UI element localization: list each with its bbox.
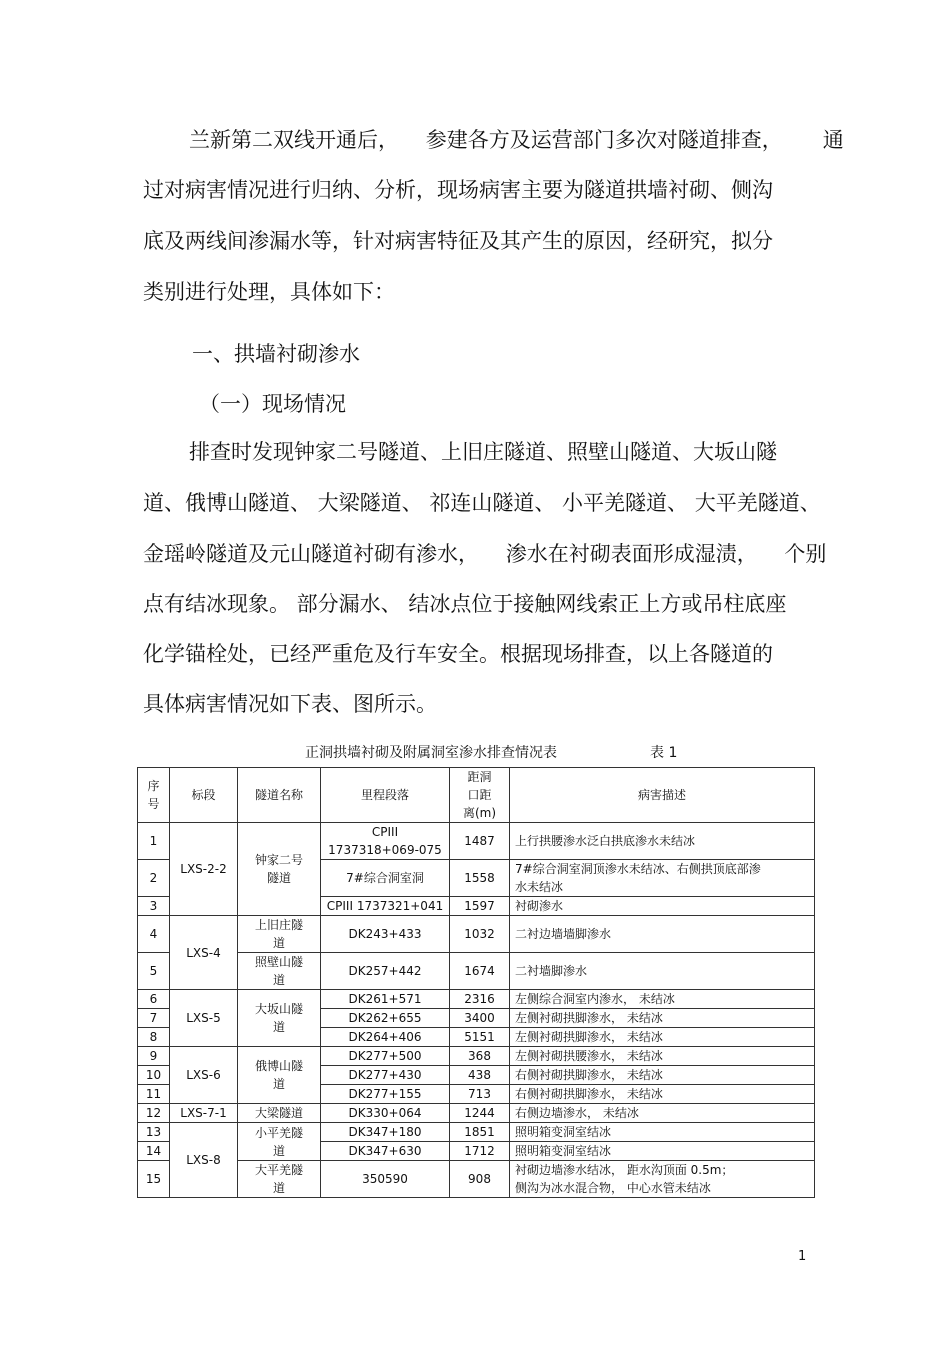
- table-row: [138, 1161, 815, 1198]
- cell-mileage: DK277+155: [321, 1085, 450, 1104]
- table-row: [138, 916, 815, 953]
- cell-distance: 1851: [450, 1123, 510, 1142]
- header-description: 病害描述: [510, 768, 815, 823]
- cell-mileage: DK261+571: [321, 990, 450, 1009]
- cell-distance: 5151: [450, 1028, 510, 1047]
- cell-distance: 368: [450, 1047, 510, 1066]
- cell-description: 右侧衬砌拱脚渗水， 未结冰: [510, 1066, 815, 1085]
- cell-seq: 6: [138, 990, 170, 1009]
- cell-seq: 9: [138, 1047, 170, 1066]
- cell-distance: 438: [450, 1066, 510, 1085]
- cell-seq: 14: [138, 1142, 170, 1161]
- cell-seq: 1: [138, 823, 170, 860]
- cell-distance: 713: [450, 1085, 510, 1104]
- cell-mileage: CPIII 1737318+069-075: [321, 823, 450, 860]
- table-row: [138, 953, 815, 990]
- cell-distance: 2316: [450, 990, 510, 1009]
- header-distance: 距洞 口距 离(m): [450, 768, 510, 823]
- subsection-heading: （一）现场情况: [199, 392, 346, 416]
- cell-section: LXS-8: [170, 1123, 238, 1198]
- cell-section: LXS-6: [170, 1047, 238, 1104]
- cell-description: 7#综合洞室洞顶渗水未结冰、右侧拱顶底部渗 水未结冰: [510, 860, 815, 897]
- cell-distance: 1032: [450, 916, 510, 953]
- cell-description: 照明箱变洞室结冰: [510, 1123, 815, 1142]
- cell-tunnel: 照壁山隧 道: [238, 953, 321, 990]
- cell-description: 右侧衬砌拱脚渗水， 未结冰: [510, 1085, 815, 1104]
- cell-mileage: DK330+064: [321, 1104, 450, 1123]
- table-row: [138, 823, 815, 860]
- cell-mileage: 7#综合洞室洞: [321, 860, 450, 897]
- paragraph-2-line-4: 点有结冰现象。 部分漏水、 结冰点位于接触网线索正上方或吊柱底座: [143, 592, 787, 616]
- paragraph-2-line-6: 具体病害情况如下表、图所示。: [143, 692, 437, 716]
- cell-seq: 7: [138, 1009, 170, 1028]
- cell-seq: 12: [138, 1104, 170, 1123]
- cell-mileage: DK347+180: [321, 1123, 450, 1142]
- cell-description: 左侧衬砌拱脚渗水， 未结冰: [510, 1009, 815, 1028]
- cell-tunnel: 大平羌隧 道: [238, 1161, 321, 1198]
- section-heading: 一、拱墙衬砌渗水: [192, 342, 360, 366]
- cell-tunnel: 上旧庄隧 道: [238, 916, 321, 953]
- cell-distance: 1558: [450, 860, 510, 897]
- cell-mileage: DK243+433: [321, 916, 450, 953]
- header-tunnel: 隧道名称: [238, 768, 321, 823]
- header-section: 标段: [170, 768, 238, 823]
- paragraph-2-line-5: 化学锚栓处，已经严重危及行车安全。根据现场排查，以上各隧道的: [143, 642, 773, 666]
- cell-seq: 4: [138, 916, 170, 953]
- cell-section: LXS-2-2: [170, 823, 238, 916]
- cell-description: 二衬墙脚渗水: [510, 953, 815, 990]
- cell-tunnel: 小平羌隧 道: [238, 1123, 321, 1161]
- cell-distance: 1712: [450, 1142, 510, 1161]
- cell-seq: 10: [138, 1066, 170, 1085]
- cell-seq: 13: [138, 1123, 170, 1142]
- table-row: [138, 1104, 815, 1123]
- cell-tunnel: 大坂山隧 道: [238, 990, 321, 1047]
- cell-seq: 11: [138, 1085, 170, 1104]
- cell-description: 左侧衬砌拱腰渗水， 未结冰: [510, 1047, 815, 1066]
- tunnel-leakage-table: [137, 767, 815, 1198]
- table-row: [138, 1047, 815, 1066]
- cell-description: 照明箱变洞室结冰: [510, 1142, 815, 1161]
- cell-mileage: DK264+406: [321, 1028, 450, 1047]
- cell-seq: 5: [138, 953, 170, 990]
- table-row: [138, 1123, 815, 1142]
- cell-section: LXS-5: [170, 990, 238, 1047]
- paragraph-2-line-2: 道、俄博山隧道、 大梁隧道、 祁连山隧道、 小平羌隧道、 大平羌隧道、: [143, 491, 821, 515]
- table-caption: 正洞拱墙衬砌及附属洞室渗水排查情况表: [305, 745, 557, 761]
- cell-tunnel: 大梁隧道: [238, 1104, 321, 1123]
- cell-mileage: CPIII 1737321+041: [321, 897, 450, 916]
- cell-description: 右侧边墙渗水， 未结冰: [510, 1104, 815, 1123]
- table-label: 表 1: [650, 745, 678, 761]
- cell-seq: 2: [138, 860, 170, 897]
- cell-distance: 3400: [450, 1009, 510, 1028]
- cell-description: 衬砌渗水: [510, 897, 815, 916]
- cell-distance: 1244: [450, 1104, 510, 1123]
- header-seq: 序 号: [138, 768, 170, 823]
- cell-seq: 8: [138, 1028, 170, 1047]
- paragraph-1-line-4: 类别进行处理，具体如下：: [143, 280, 395, 304]
- cell-description: 上行拱腰渗水泛白拱底渗水未结冰: [510, 823, 815, 860]
- paragraph-2-line-1: 排查时发现钟家二号隧道、上旧庄隧道、照壁山隧道、大坂山隧: [189, 440, 777, 464]
- table-header-row: [138, 768, 815, 823]
- cell-section: LXS-7-1: [170, 1104, 238, 1123]
- cell-mileage: 350590: [321, 1161, 450, 1198]
- cell-tunnel: 俄博山隧 道: [238, 1047, 321, 1104]
- cell-description: 左侧衬砌拱脚渗水， 未结冰: [510, 1028, 815, 1047]
- cell-mileage: DK277+430: [321, 1066, 450, 1085]
- cell-description: 衬砌边墙渗水结冰， 距水沟顶面 0.5m； 侧沟为冰水混合物， 中心水管未结冰: [510, 1161, 815, 1198]
- paragraph-1-line-1: 兰新第二双线开通后， 参建各方及运营部门多次对隧道排查， 通: [189, 128, 844, 152]
- cell-description: 二衬边墙墙脚渗水: [510, 916, 815, 953]
- cell-distance: 1487: [450, 823, 510, 860]
- cell-seq: 3: [138, 897, 170, 916]
- cell-seq: 15: [138, 1161, 170, 1198]
- cell-mileage: DK257+442: [321, 953, 450, 990]
- paragraph-2-line-3: 金瑶岭隧道及元山隧道衬砌有渗水， 渗水在衬砌表面形成湿渍， 个别: [143, 542, 827, 566]
- cell-mileage: DK347+630: [321, 1142, 450, 1161]
- paragraph-1-line-3: 底及两线间渗漏水等，针对病害特征及其产生的原因，经研究，拟分: [143, 229, 773, 253]
- page-number: 1: [798, 1249, 807, 1264]
- table-row: [138, 990, 815, 1009]
- cell-mileage: DK277+500: [321, 1047, 450, 1066]
- cell-tunnel: 钟家二号 隧道: [238, 823, 321, 916]
- cell-section: LXS-4: [170, 916, 238, 990]
- header-mileage: 里程段落: [321, 768, 450, 823]
- cell-distance: 908: [450, 1161, 510, 1198]
- cell-description: 左侧综合洞室内渗水， 未结冰: [510, 990, 815, 1009]
- cell-distance: 1597: [450, 897, 510, 916]
- cell-distance: 1674: [450, 953, 510, 990]
- paragraph-1-line-2: 过对病害情况进行归纳、分析，现场病害主要为隧道拱墙衬砌、侧沟: [143, 178, 773, 202]
- cell-mileage: DK262+655: [321, 1009, 450, 1028]
